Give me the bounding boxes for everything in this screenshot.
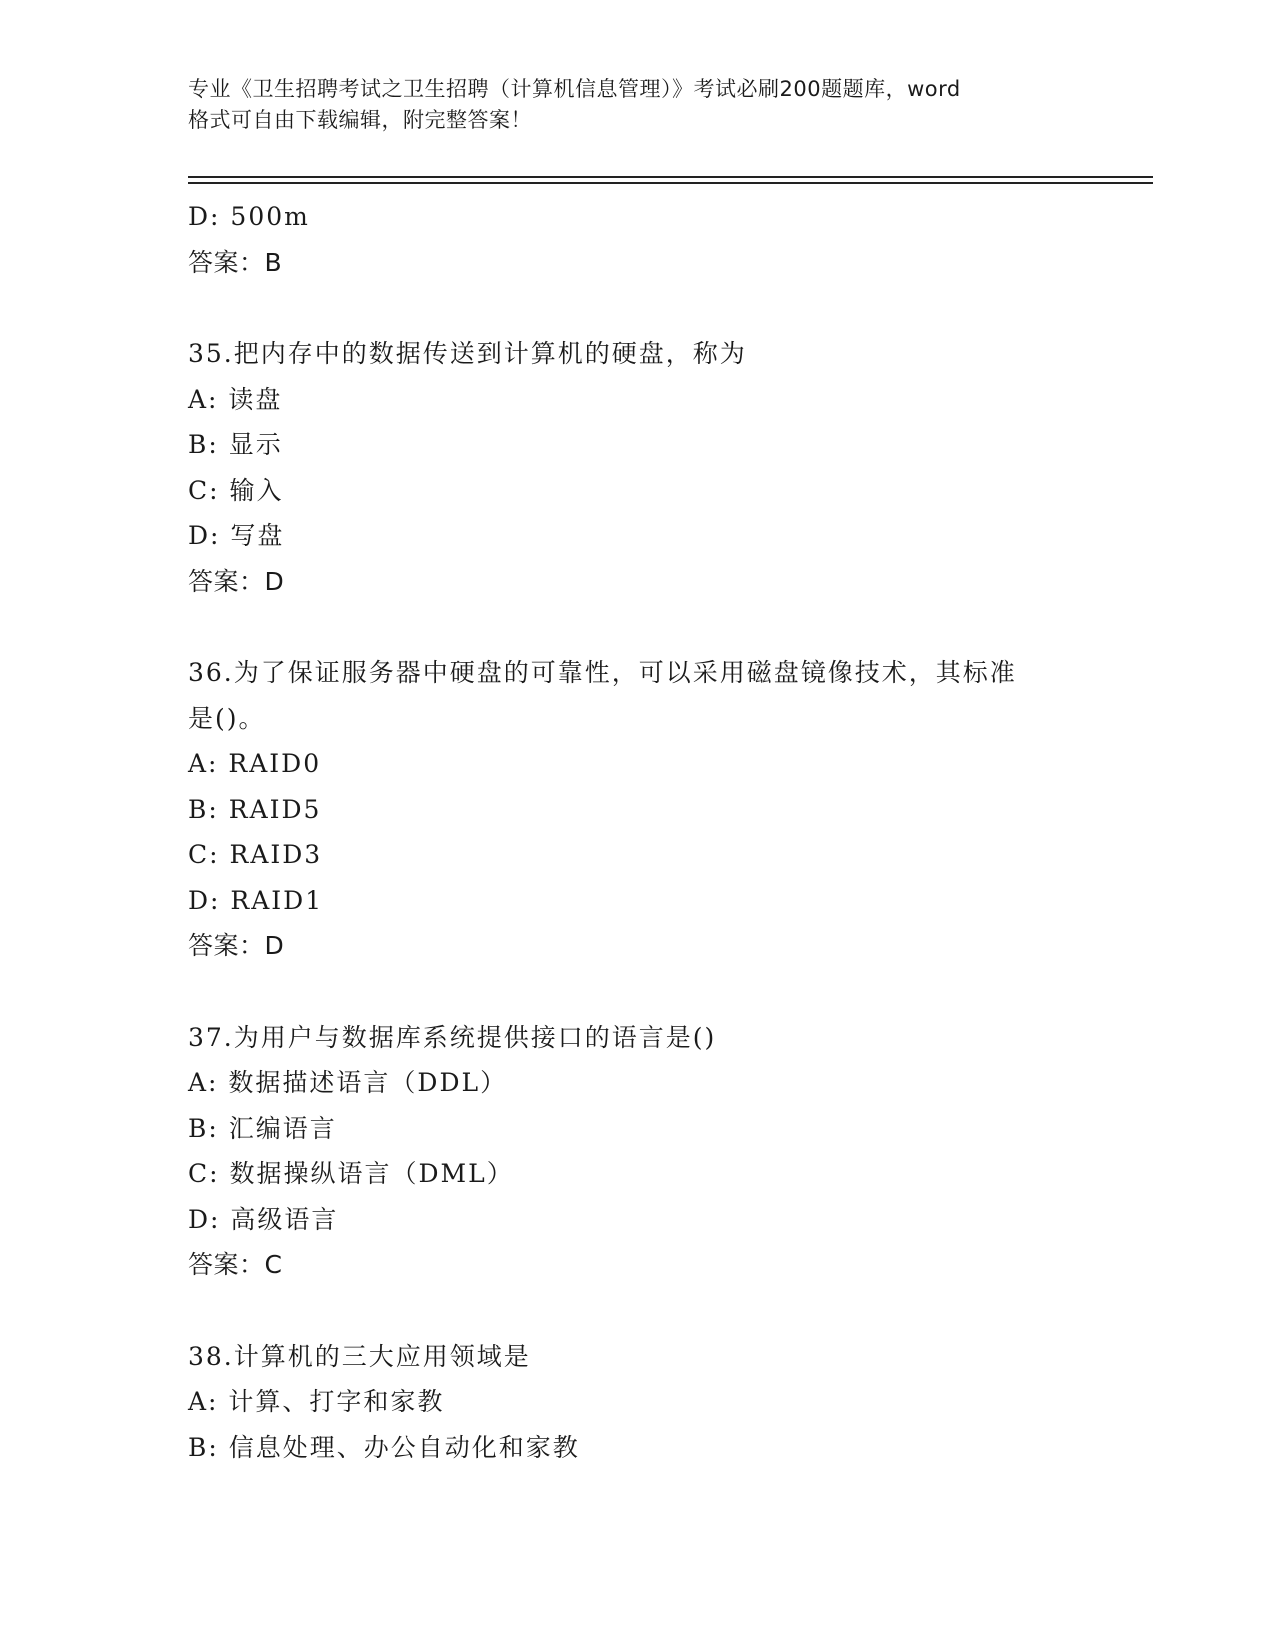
document-body — [188, 194, 1088, 1470]
option-b: B: RAID5 — [188, 794, 322, 824]
question-37 — [188, 1015, 1088, 1288]
option-c: C: 数据操纵语言（DML） — [188, 1159, 514, 1188]
answer-line: 答案：B — [188, 247, 283, 277]
question-title-line-1: 36.为了保证服务器中硬盘的可靠性，可以采用磁盘镜像技术，其标准 — [188, 658, 1017, 687]
question-38 — [188, 1334, 1088, 1471]
question-36 — [188, 650, 1088, 969]
question-title-line-2: 是()。 — [188, 703, 266, 733]
header-divider-bottom — [188, 182, 1153, 184]
header-line-1: 专业《卫生招聘考试之卫生招聘（计算机信息管理）》考试必刷200题题库，word — [188, 77, 961, 101]
spacer — [188, 604, 1088, 650]
answer-line: 答案：D — [188, 566, 285, 596]
option-b: B: 显示 — [188, 430, 283, 459]
spacer — [188, 1288, 1088, 1334]
option-d: D: 高级语言 — [188, 1204, 339, 1234]
spacer — [188, 285, 1088, 331]
option-c: C: RAID3 — [188, 840, 323, 869]
page-header — [188, 74, 1088, 136]
question-title: 38.计算机的三大应用领域是 — [188, 1341, 531, 1371]
question-34-tail — [188, 194, 1088, 285]
header-line-2: 格式可自由下载编辑，附完整答案！ — [188, 108, 532, 132]
question-title: 35.把内存中的数据传送到计算机的硬盘，称为 — [188, 339, 747, 368]
header-divider-top — [188, 176, 1153, 178]
answer-line: 答案：C — [188, 1250, 283, 1279]
option-a: A: 计算、打字和家教 — [188, 1387, 445, 1416]
option-d: D: RAID1 — [188, 885, 324, 915]
question-title: 37.为用户与数据库系统提供接口的语言是() — [188, 1022, 717, 1052]
option-a: A: RAID0 — [188, 749, 322, 778]
option-d: D: 写盘 — [188, 521, 285, 550]
spacer — [188, 969, 1088, 1015]
answer-line: 答案：D — [188, 931, 285, 960]
option-a: A: 数据描述语言（DDL） — [188, 1068, 508, 1097]
question-35 — [188, 331, 1088, 604]
option-b: B: 汇编语言 — [188, 1113, 337, 1143]
option-c: C: 输入 — [188, 475, 284, 505]
option-a: A: 读盘 — [188, 384, 283, 414]
option-b: B: 信息处理、办公自动化和家教 — [188, 1432, 580, 1462]
option-d: D: 500m — [188, 202, 310, 231]
